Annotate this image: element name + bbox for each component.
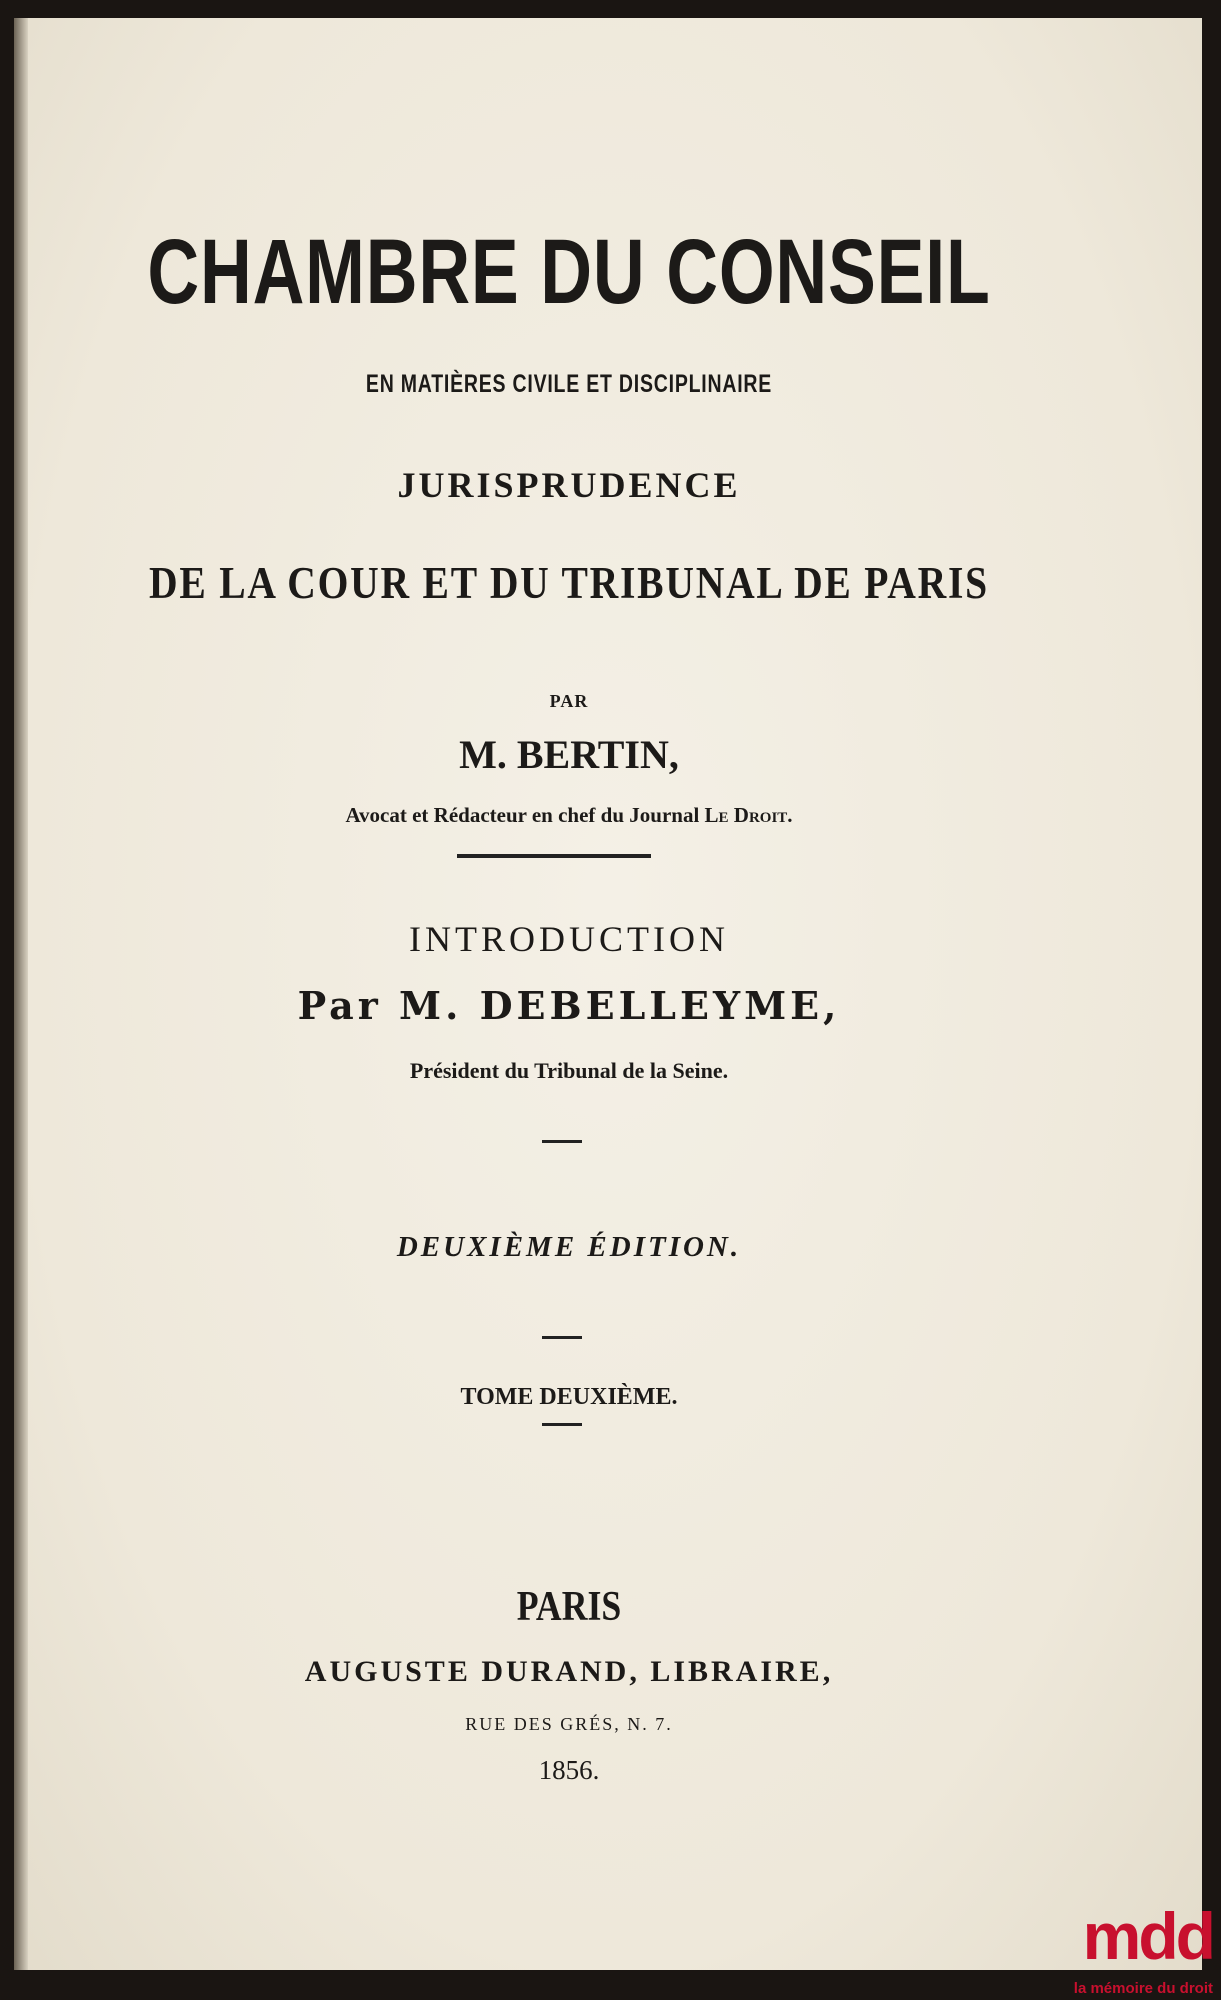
logo-tagline: la mémoire du droit (1073, 1980, 1213, 1997)
imprint-city: PARIS (516, 1584, 622, 1630)
edition: DEUXIÈME ÉDITION. (396, 1231, 742, 1263)
divider-rule (542, 1140, 582, 1143)
author-name: M. BERTIN, (459, 732, 679, 777)
book-subtitle: EN MATIÈRES CIVILE ET DISCIPLINAIRE (365, 370, 773, 398)
heading-jurisprudence: JURISPRUDENCE (397, 465, 741, 505)
volume: TOME DEUXIÈME. (460, 1384, 678, 1410)
by-label: PAR (549, 691, 589, 711)
author-role-text: Avocat et Rédacteur en chef du Journal (345, 803, 700, 827)
author-role (14, 803, 1124, 827)
publication-year: 1856. (538, 1755, 600, 1785)
divider-rule (542, 1336, 582, 1339)
journal-name: Le Droit. (704, 803, 793, 827)
introduction-heading: INTRODUCTION (409, 919, 729, 959)
heading-court: DE LA COUR ET DU TRIBUNAL DE PARIS (149, 558, 989, 608)
publisher: AUGUSTE DURAND, LIBRAIRE, (304, 1655, 834, 1688)
title-page (14, 18, 1202, 1970)
publisher-address: RUE DES GRÉS, N. 7. (465, 1714, 673, 1734)
book-title: CHAMBRE DU CONSEIL (147, 221, 991, 323)
logo-mark: mdd (1082, 1899, 1213, 1973)
intro-author-role: Président du Tribunal de la Seine. (409, 1058, 729, 1083)
divider-rule (457, 854, 651, 858)
divider-rule (542, 1423, 582, 1426)
mdd-logo (1074, 1898, 1213, 1998)
intro-author: Par M. DEBELLEYME, (297, 983, 841, 1028)
